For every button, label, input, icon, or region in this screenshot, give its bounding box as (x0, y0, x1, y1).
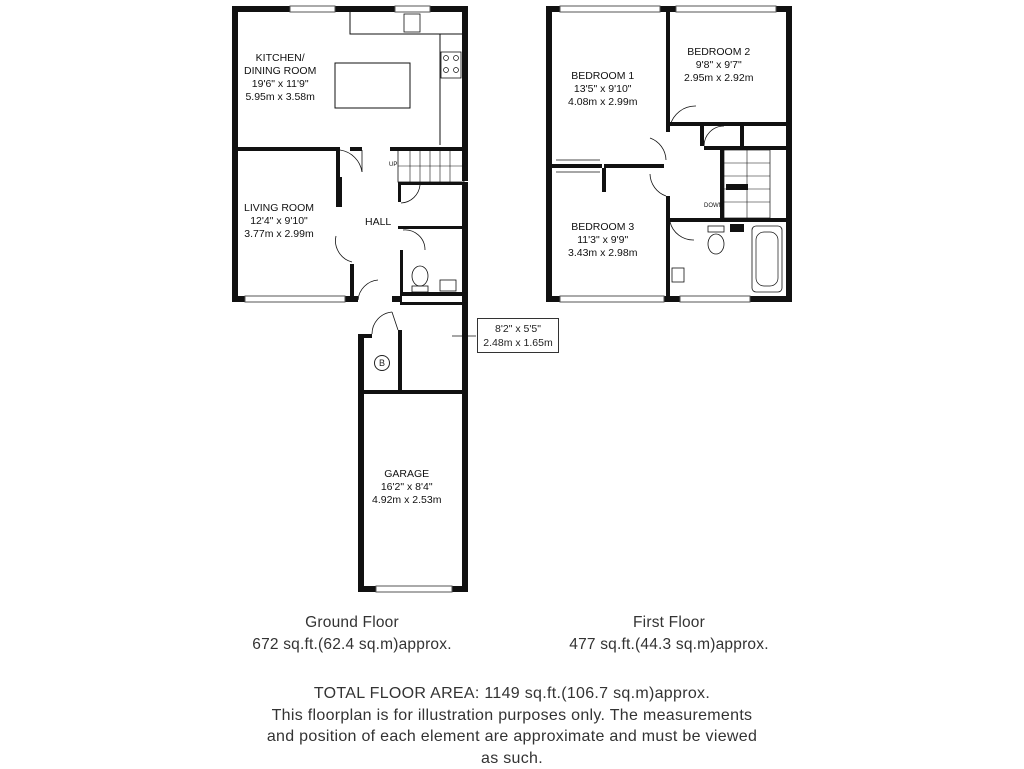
stairs-up-label: UP (389, 162, 397, 168)
disclaimer-footer (212, 683, 812, 769)
bedroom-1-name: BEDROOM 1 (568, 70, 637, 83)
bedroom-3-label (568, 221, 637, 260)
living-room-label (244, 202, 314, 241)
bedroom-3-metric: 3.43m x 2.98m (568, 247, 637, 260)
bedroom-2-label (684, 46, 753, 85)
living-room-name: LIVING ROOM (244, 202, 314, 215)
store-metric: 2.48m x 1.65m (478, 336, 558, 350)
disclaimer-line-1: This floorplan is for illustration purposes only. The measurements (212, 705, 812, 727)
first-floor-title: First Floor (538, 612, 800, 634)
hall-label (365, 216, 391, 229)
bedroom-1-label (568, 70, 637, 109)
living-room-metric: 3.77m x 2.99m (244, 228, 314, 241)
kitchen-metric: 5.95m x 3.58m (244, 91, 316, 104)
bedroom-2-metric: 2.95m x 2.92m (684, 72, 753, 85)
garage-name: GARAGE (372, 468, 441, 481)
ground-floor-title: Ground Floor (222, 612, 482, 634)
ground-floor-area: 672 sq.ft.(62.4 sq.m)approx. (222, 634, 482, 656)
garage-imperial: 16'2" x 8'4" (372, 481, 441, 494)
total-floor-area: TOTAL FLOOR AREA: 1149 sq.ft.(106.7 sq.m)approx. (212, 683, 812, 705)
bedroom-3-imperial: 11'3" x 9'9" (568, 234, 637, 247)
first-floor-area: 477 sq.ft.(44.3 sq.m)approx. (538, 634, 800, 656)
ground-floor-caption (222, 612, 482, 656)
boiler-icon: B (374, 355, 390, 371)
bedroom-3-name: BEDROOM 3 (568, 221, 637, 234)
bedroom-1-metric: 4.08m x 2.99m (568, 96, 637, 109)
garage-metric: 4.92m x 2.53m (372, 494, 441, 507)
living-room-imperial: 12'4" x 9'10" (244, 215, 314, 228)
stairs-down-label: DOWN (704, 203, 723, 209)
disclaimer-line-2: and position of each element are approximate and must be viewed (212, 726, 812, 748)
kitchen-name: KITCHEN/ (244, 52, 316, 65)
disclaimer-line-3: as such. (212, 748, 812, 769)
kitchen-imperial: 19'6" x 11'9" (244, 78, 316, 91)
garage-label (372, 468, 441, 507)
kitchen-label (244, 52, 316, 104)
store-dimension-box (477, 318, 559, 353)
bedroom-1-imperial: 13'5" x 9'10" (568, 83, 637, 96)
kitchen-name-2: DINING ROOM (244, 65, 316, 78)
bedroom-2-imperial: 9'8" x 9'7" (684, 59, 753, 72)
bedroom-2-name: BEDROOM 2 (684, 46, 753, 59)
first-floor-caption (538, 612, 800, 656)
store-imperial: 8'2" x 5'5" (478, 322, 558, 336)
hall-name: HALL (365, 216, 391, 229)
